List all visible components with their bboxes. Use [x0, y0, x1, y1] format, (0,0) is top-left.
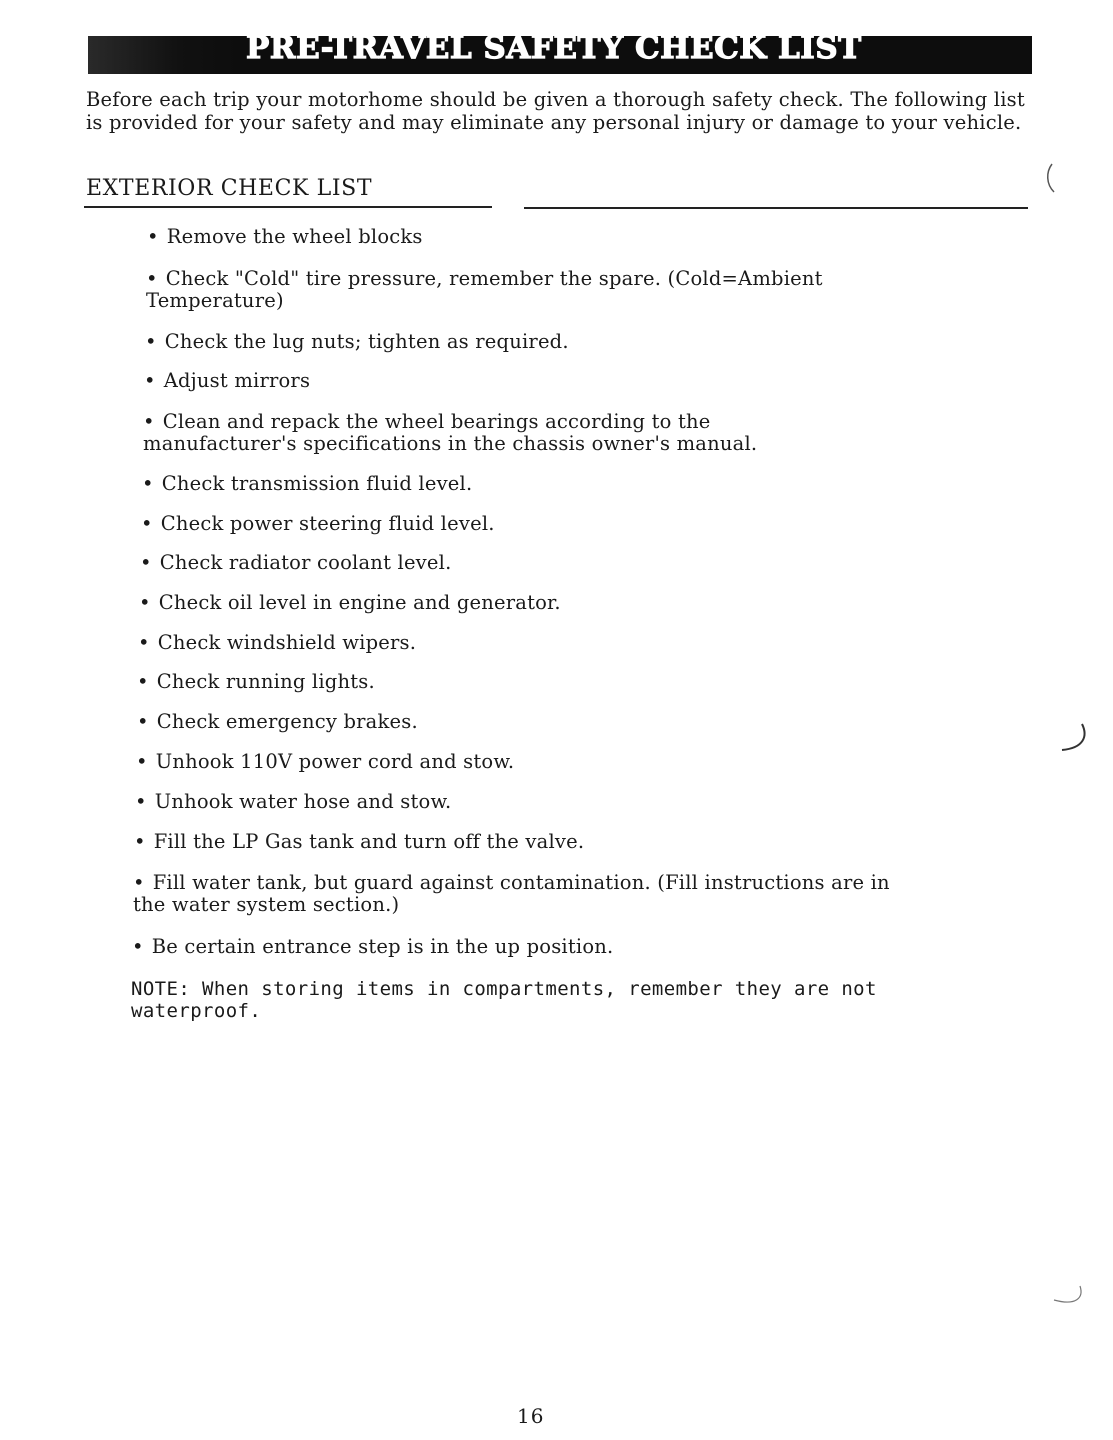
checklist-item: • Unhook 110V power cord and stow. — [136, 750, 515, 773]
bullet-icon: • — [135, 790, 147, 813]
punch-hole-mark — [1040, 160, 1080, 200]
bullet-icon: • — [137, 710, 149, 733]
note-text: NOTE: When storing items in compartments, remember they are not waterproof. — [131, 978, 877, 1022]
page-title: PRE-TRAVEL SAFETY CHECK LIST — [246, 30, 862, 66]
checklist-item: • Fill the LP Gas tank and turn off the valve. — [134, 830, 585, 853]
bullet-icon: • — [144, 369, 156, 392]
bullet-icon: • — [133, 871, 145, 894]
title-bar-texture — [88, 36, 238, 74]
checklist-item: • Remove the wheel blocks — [147, 225, 423, 248]
bullet-icon: • — [140, 551, 152, 574]
bullet-icon: • — [134, 830, 146, 853]
checklist-item: • Adjust mirrors — [144, 369, 311, 392]
checklist-item: • Check transmission fluid level. — [142, 472, 473, 495]
checklist-item: • Check windshield wipers. — [138, 631, 417, 654]
section-title: EXTERIOR CHECK LIST — [86, 176, 373, 201]
bullet-icon: • — [143, 410, 155, 433]
checklist-item: • Check running lights. — [137, 670, 375, 693]
checklist-item: • Clean and repack the wheel bearings according to the manufacturer's specifications in the chassis owner's manual. — [143, 410, 758, 455]
checklist-item: • Check emergency brakes. — [137, 710, 418, 733]
section-underline — [84, 206, 492, 208]
bullet-icon: • — [137, 670, 149, 693]
punch-hole-mark — [1040, 1280, 1090, 1320]
checklist-item: • Check "Cold" tire pressure, remember the spare. (Cold=Ambient Temperature) — [146, 267, 823, 312]
checklist-item: • Unhook water hose and stow. — [135, 790, 452, 813]
bullet-icon: • — [141, 512, 153, 535]
checklist-item: • Check oil level in engine and generator. — [139, 591, 561, 614]
checklist-item: • Be certain entrance step is in the up position. — [132, 935, 614, 958]
bullet-icon: • — [147, 225, 159, 248]
page-number: 16 — [517, 1404, 545, 1428]
bullet-icon: • — [136, 750, 148, 773]
punch-hole-mark — [1040, 720, 1090, 760]
divider-line — [524, 207, 1028, 209]
checklist-item: • Check power steering fluid level. — [141, 512, 495, 535]
checklist-item: • Fill water tank, but guard against contamination. (Fill instructions are in the water system section.) — [133, 871, 890, 916]
bullet-icon: • — [139, 591, 151, 614]
bullet-icon: • — [142, 472, 154, 495]
bullet-icon: • — [132, 935, 144, 958]
bullet-icon: • — [138, 631, 150, 654]
intro-paragraph: Before each trip your motorhome should be given a thorough safety check. The following list is provided for your safety and may eliminate any personal injury or damage to your vehicle. — [86, 88, 1025, 134]
bullet-icon: • — [146, 267, 158, 290]
checklist-item: • Check radiator coolant level. — [140, 551, 452, 574]
bullet-icon: • — [145, 330, 157, 353]
checklist-item: • Check the lug nuts; tighten as required. — [145, 330, 569, 353]
